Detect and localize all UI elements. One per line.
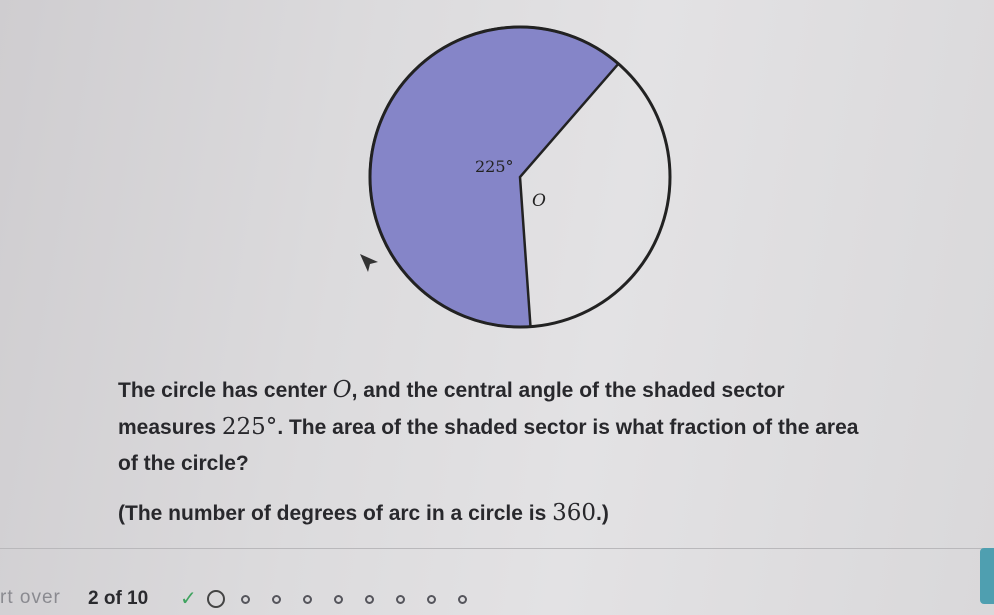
question-text [118, 372, 928, 482]
question-text-part: measures [118, 416, 222, 439]
progress-dot[interactable] [458, 595, 467, 604]
progress-dot[interactable] [396, 595, 405, 604]
question-text-part: . The area of the shaded sector is what fraction of the area [277, 416, 859, 439]
progress-footer [0, 585, 994, 615]
hint-note [118, 500, 928, 526]
progress-dot[interactable] [303, 595, 312, 604]
shaded-sector [370, 27, 618, 327]
progress-dot[interactable] [427, 595, 436, 604]
progress-dot[interactable] [365, 595, 374, 604]
center-label: O [532, 191, 546, 211]
question-line-2 [118, 409, 928, 446]
question-text-part: The circle has center [118, 379, 333, 402]
question-text-part: , and the central angle of the shaded sector [351, 379, 785, 402]
start-over-link[interactable]: rt over [0, 587, 61, 608]
side-panel-tab[interactable] [980, 548, 994, 604]
progress-label: 2 of 10 [88, 588, 149, 609]
check-icon: ✓ [180, 588, 197, 610]
progress-dot[interactable] [241, 595, 250, 604]
question-line-1 [118, 372, 928, 409]
circle-diagram [360, 22, 680, 332]
angle-label: 225° [475, 157, 514, 176]
center-variable: O [332, 377, 352, 403]
circle-svg [360, 22, 680, 332]
progress-dots [180, 589, 489, 609]
note-value: 360 [552, 500, 597, 526]
note-text-part: .) [596, 502, 609, 525]
angle-value: 225° [221, 414, 278, 440]
progress-dot-current[interactable] [207, 590, 225, 608]
note-text-part: (The number of degrees of arc in a circle is [118, 502, 553, 525]
progress-dot[interactable] [334, 595, 343, 604]
question-line-3: of the circle? [118, 452, 249, 475]
divider [0, 548, 994, 549]
progress-dot[interactable] [272, 595, 281, 604]
cursor-icon [360, 254, 378, 272]
